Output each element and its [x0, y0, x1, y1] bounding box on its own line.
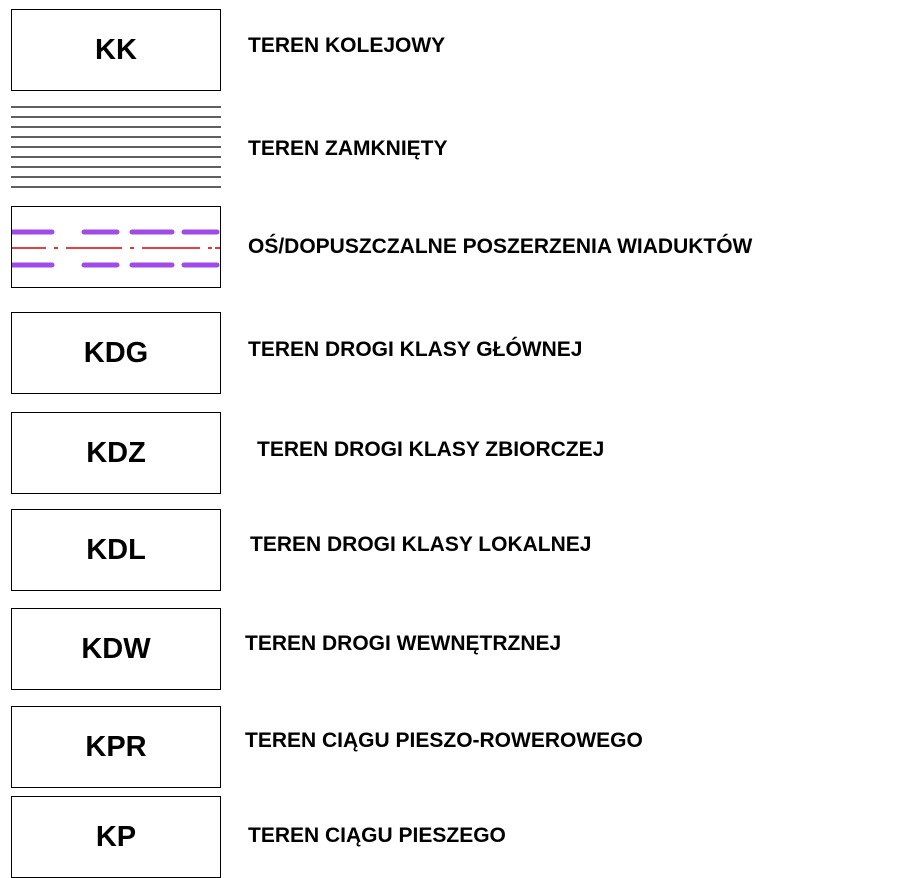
legend-code-kdw: KDW [81, 632, 151, 665]
legend-swatch-kpr [11, 706, 221, 788]
legend-swatch-zamkniety [11, 106, 221, 188]
legend-label-kpr: TEREN CIĄGU PIESZO-ROWEROWEGO [245, 729, 643, 752]
legend-swatch-kk [11, 9, 221, 91]
legend-code-kk: KK [95, 33, 137, 66]
legend-code-kpr: KPR [85, 730, 147, 763]
legend-label-kk: TEREN KOLEJOWY [248, 34, 446, 57]
legend-label-zamkniety: TEREN ZAMKNIĘTY [248, 137, 448, 160]
legend-label-kdg: TEREN DROGI KLASY GŁÓWNEJ [248, 338, 583, 361]
legend-swatch-kdw [11, 608, 221, 690]
legend-code-kdg: KDG [83, 336, 149, 369]
legend-label-kdz: TEREN DROGI KLASY ZBIORCZEJ [257, 438, 605, 461]
legend-code-kdz: KDZ [86, 436, 146, 469]
legend-swatch-wiadukty [11, 206, 221, 288]
legend-label-kdw: TEREN DROGI WEWNĘTRZNEJ [245, 632, 562, 655]
legend-code-kdl: KDL [86, 533, 146, 566]
legend-swatch-kdg [11, 312, 221, 394]
legend-swatch-kp [11, 796, 221, 878]
legend-code-kp: KP [95, 820, 137, 853]
horizontal-hatch-icon [11, 106, 221, 188]
legend-swatch-kdl [11, 509, 221, 591]
viaduct-axis-icon [12, 207, 220, 287]
legend-label-kdl: TEREN DROGI KLASY LOKALNEJ [250, 533, 592, 556]
legend-label-wiadukty: OŚ/DOPUSZCZALNE POSZERZENIA WIADUKTÓW [248, 235, 753, 258]
legend-swatch-kdz [11, 412, 221, 494]
legend-label-kp: TEREN CIĄGU PIESZEGO [248, 824, 506, 847]
